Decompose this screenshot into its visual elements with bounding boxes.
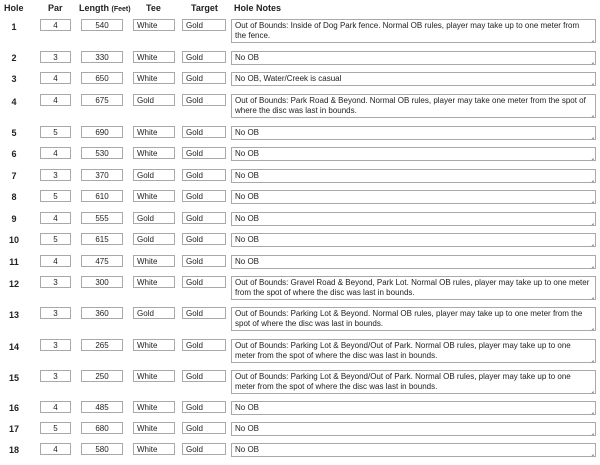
header-target: Target	[191, 3, 218, 13]
tee-field[interactable]: White	[133, 339, 175, 351]
length-field[interactable]: 615	[81, 233, 123, 245]
tee-field[interactable]: White	[133, 190, 175, 202]
hole-number: 15	[8, 373, 19, 383]
tee-field[interactable]: White	[133, 422, 175, 434]
length-field[interactable]: 555	[81, 212, 123, 224]
par-field[interactable]: 4	[40, 147, 71, 159]
hole-notes-textarea[interactable]	[231, 19, 596, 43]
resize-grip-icon[interactable]	[588, 407, 594, 413]
hole-notes-textarea[interactable]	[231, 339, 596, 363]
target-field[interactable]: Gold	[182, 212, 226, 224]
length-field[interactable]: 610	[81, 190, 123, 202]
target-field[interactable]: Gold	[182, 443, 226, 455]
hole-notes-textarea[interactable]	[231, 212, 596, 226]
resize-grip-icon[interactable]	[588, 239, 594, 245]
hole-notes-textarea[interactable]	[231, 169, 596, 183]
target-field[interactable]: Gold	[182, 147, 226, 159]
hole-number: 3	[11, 74, 17, 84]
hole-notes-textarea[interactable]	[231, 126, 596, 140]
hole-number: 4	[11, 97, 17, 107]
header-tee: Tee	[146, 3, 161, 13]
par-field[interactable]: 4	[40, 94, 71, 106]
length-field[interactable]: 370	[81, 169, 123, 181]
length-field[interactable]: 675	[81, 94, 123, 106]
hole-notes-textarea[interactable]	[231, 443, 596, 457]
tee-field[interactable]: Gold	[133, 307, 175, 319]
hole-notes-text: Out of Bounds: Parking Lot & Beyond/Out of Park. Normal OB rules, player may take up to one meter from the spot of where the disc was last in bounds.	[235, 372, 571, 391]
par-field[interactable]: 3	[40, 276, 71, 288]
tee-field[interactable]: White	[133, 276, 175, 288]
length-field[interactable]: 250	[81, 370, 123, 382]
target-field[interactable]: Gold	[182, 401, 226, 413]
resize-grip-icon[interactable]	[588, 196, 594, 202]
par-field[interactable]: 3	[40, 370, 71, 382]
resize-grip-icon[interactable]	[588, 175, 594, 181]
par-field[interactable]: 4	[40, 443, 71, 455]
hole-number: 1	[11, 22, 17, 32]
hole-notes-text: No OB	[235, 53, 260, 62]
target-field[interactable]: Gold	[182, 255, 226, 267]
target-field[interactable]: Gold	[182, 422, 226, 434]
tee-field[interactable]: Gold	[133, 212, 175, 224]
par-field[interactable]: 5	[40, 422, 71, 434]
resize-grip-icon[interactable]	[588, 323, 594, 329]
hole-notes-textarea[interactable]	[231, 276, 596, 300]
header-length	[79, 3, 131, 13]
header-hole-notes: Hole Notes	[234, 3, 282, 13]
resize-grip-icon[interactable]	[588, 57, 594, 63]
par-field[interactable]: 4	[40, 255, 71, 267]
target-field[interactable]: Gold	[182, 19, 226, 31]
par-field[interactable]: 3	[40, 51, 71, 63]
target-field[interactable]: Gold	[182, 307, 226, 319]
hole-number: 2	[11, 53, 17, 63]
tee-field[interactable]: White	[133, 147, 175, 159]
hole-notes-text: Out of Bounds: Gravel Road & Beyond, Park Lot. Normal OB rules, player may take up to one meter from the spot of where the disc was last in bounds.	[235, 278, 590, 297]
hole-notes-text: No OB	[235, 214, 260, 223]
tee-field[interactable]: White	[133, 255, 175, 267]
target-field[interactable]: Gold	[182, 370, 226, 382]
length-field[interactable]: 530	[81, 147, 123, 159]
resize-grip-icon[interactable]	[588, 110, 594, 116]
resize-grip-icon[interactable]	[588, 355, 594, 361]
target-field[interactable]: Gold	[182, 169, 226, 181]
target-field[interactable]: Gold	[182, 94, 226, 106]
resize-grip-icon[interactable]	[588, 153, 594, 159]
target-field[interactable]: Gold	[182, 339, 226, 351]
resize-grip-icon[interactable]	[588, 78, 594, 84]
hole-notes-text: Out of Bounds: Parking Lot & Beyond. Normal OB rules, player may take up to one meter from the spot of where the disc was last in bounds.	[235, 309, 583, 328]
hole-number: 13	[8, 310, 19, 320]
hole-notes-text: No OB	[235, 235, 260, 244]
tee-field[interactable]: Gold	[133, 94, 175, 106]
resize-grip-icon[interactable]	[588, 449, 594, 455]
par-field[interactable]: 5	[40, 126, 71, 138]
header-par: Par	[48, 3, 63, 13]
target-field[interactable]: Gold	[182, 190, 226, 202]
hole-number: 7	[11, 171, 17, 181]
length-field[interactable]: 690	[81, 126, 123, 138]
tee-field[interactable]: White	[133, 126, 175, 138]
hole-notes-text: No OB	[235, 445, 260, 454]
par-field[interactable]: 4	[40, 401, 71, 413]
hole-notes-textarea[interactable]	[231, 147, 596, 161]
length-field[interactable]: 360	[81, 307, 123, 319]
hole-notes-textarea[interactable]	[231, 401, 596, 415]
hole-notes-text: No OB	[235, 403, 260, 412]
hole-number: 11	[9, 257, 19, 267]
tee-field[interactable]: White	[133, 370, 175, 382]
par-field[interactable]: 5	[40, 233, 71, 245]
resize-grip-icon[interactable]	[588, 428, 594, 434]
hole-notes-textarea[interactable]	[231, 307, 596, 331]
par-field[interactable]: 3	[40, 169, 71, 181]
hole-notes-text: Out of Bounds: Parking Lot & Beyond/Out of Park. Normal OB rules, player may take up to one meter from the spot of where the disc was last in bounds.	[235, 341, 571, 360]
resize-grip-icon[interactable]	[588, 132, 594, 138]
par-field[interactable]: 5	[40, 190, 71, 202]
par-field[interactable]: 3	[40, 339, 71, 351]
hole-notes-text: No OB, Water/Creek is casual	[235, 74, 342, 83]
hole-number: 14	[8, 342, 19, 352]
hole-notes-textarea[interactable]	[231, 233, 596, 247]
par-field[interactable]: 4	[40, 212, 71, 224]
length-field[interactable]: 580	[81, 443, 123, 455]
hole-notes-text: No OB	[235, 149, 260, 158]
hole-notes-text: No OB	[235, 257, 260, 266]
par-field[interactable]: 4	[40, 19, 71, 31]
tee-field[interactable]: White	[133, 51, 175, 63]
resize-grip-icon[interactable]	[588, 261, 594, 267]
tee-field[interactable]: White	[133, 401, 175, 413]
target-field[interactable]: Gold	[182, 233, 226, 245]
length-field[interactable]: 650	[81, 72, 123, 84]
hole-number: 18	[8, 445, 19, 455]
target-field[interactable]: Gold	[182, 72, 226, 84]
tee-field[interactable]: White	[133, 19, 175, 31]
length-field[interactable]: 680	[81, 422, 123, 434]
length-field[interactable]: 330	[81, 51, 123, 63]
hole-notes-textarea[interactable]	[231, 51, 596, 65]
resize-grip-icon[interactable]	[588, 218, 594, 224]
resize-grip-icon[interactable]	[588, 386, 594, 392]
length-field[interactable]: 300	[81, 276, 123, 288]
hole-notes-text: Out of Bounds: Inside of Dog Park fence. Normal OB rules, player may take up to one meter from the fence.	[235, 21, 580, 40]
header-length-label: Length	[79, 3, 109, 13]
target-field[interactable]: Gold	[182, 276, 226, 288]
par-field[interactable]: 4	[40, 72, 71, 84]
hole-number: 17	[8, 424, 19, 434]
hole-number: 9	[11, 214, 17, 224]
resize-grip-icon[interactable]	[588, 292, 594, 298]
target-field[interactable]: Gold	[182, 51, 226, 63]
tee-field[interactable]: Gold	[133, 169, 175, 181]
hole-notes-text: No OB	[235, 424, 260, 433]
hole-notes-textarea[interactable]	[231, 370, 596, 394]
par-field[interactable]: 3	[40, 307, 71, 319]
resize-grip-icon[interactable]	[588, 35, 594, 41]
hole-number: 10	[8, 235, 19, 245]
hole-number: 12	[8, 279, 19, 289]
hole-notes-text: No OB	[235, 171, 260, 180]
hole-number: 6	[11, 149, 17, 159]
length-field[interactable]: 485	[81, 401, 123, 413]
hole-number: 8	[11, 192, 17, 202]
length-field[interactable]: 265	[81, 339, 123, 351]
header-hole: Hole	[4, 3, 24, 13]
length-field[interactable]: 540	[81, 19, 123, 31]
hole-number: 16	[8, 403, 19, 413]
hole-notes-textarea[interactable]	[231, 422, 596, 436]
hole-notes-textarea[interactable]	[231, 72, 596, 86]
hole-notes-textarea[interactable]	[231, 255, 596, 269]
hole-notes-textarea[interactable]	[231, 190, 596, 204]
tee-field[interactable]: White	[133, 72, 175, 84]
tee-field[interactable]: Gold	[133, 233, 175, 245]
target-field[interactable]: Gold	[182, 126, 226, 138]
hole-notes-text: Out of Bounds: Park Road & Beyond. Normal OB rules, player may take one meter from the spot of where the disc was last in bounds.	[235, 96, 586, 115]
hole-notes-text: No OB	[235, 128, 260, 137]
length-field[interactable]: 475	[81, 255, 123, 267]
tee-field[interactable]: White	[133, 443, 175, 455]
hole-notes-text: No OB	[235, 192, 260, 201]
hole-number: 5	[11, 128, 17, 138]
header-length-unit: (Feet)	[111, 6, 131, 13]
hole-notes-textarea[interactable]	[231, 94, 596, 118]
